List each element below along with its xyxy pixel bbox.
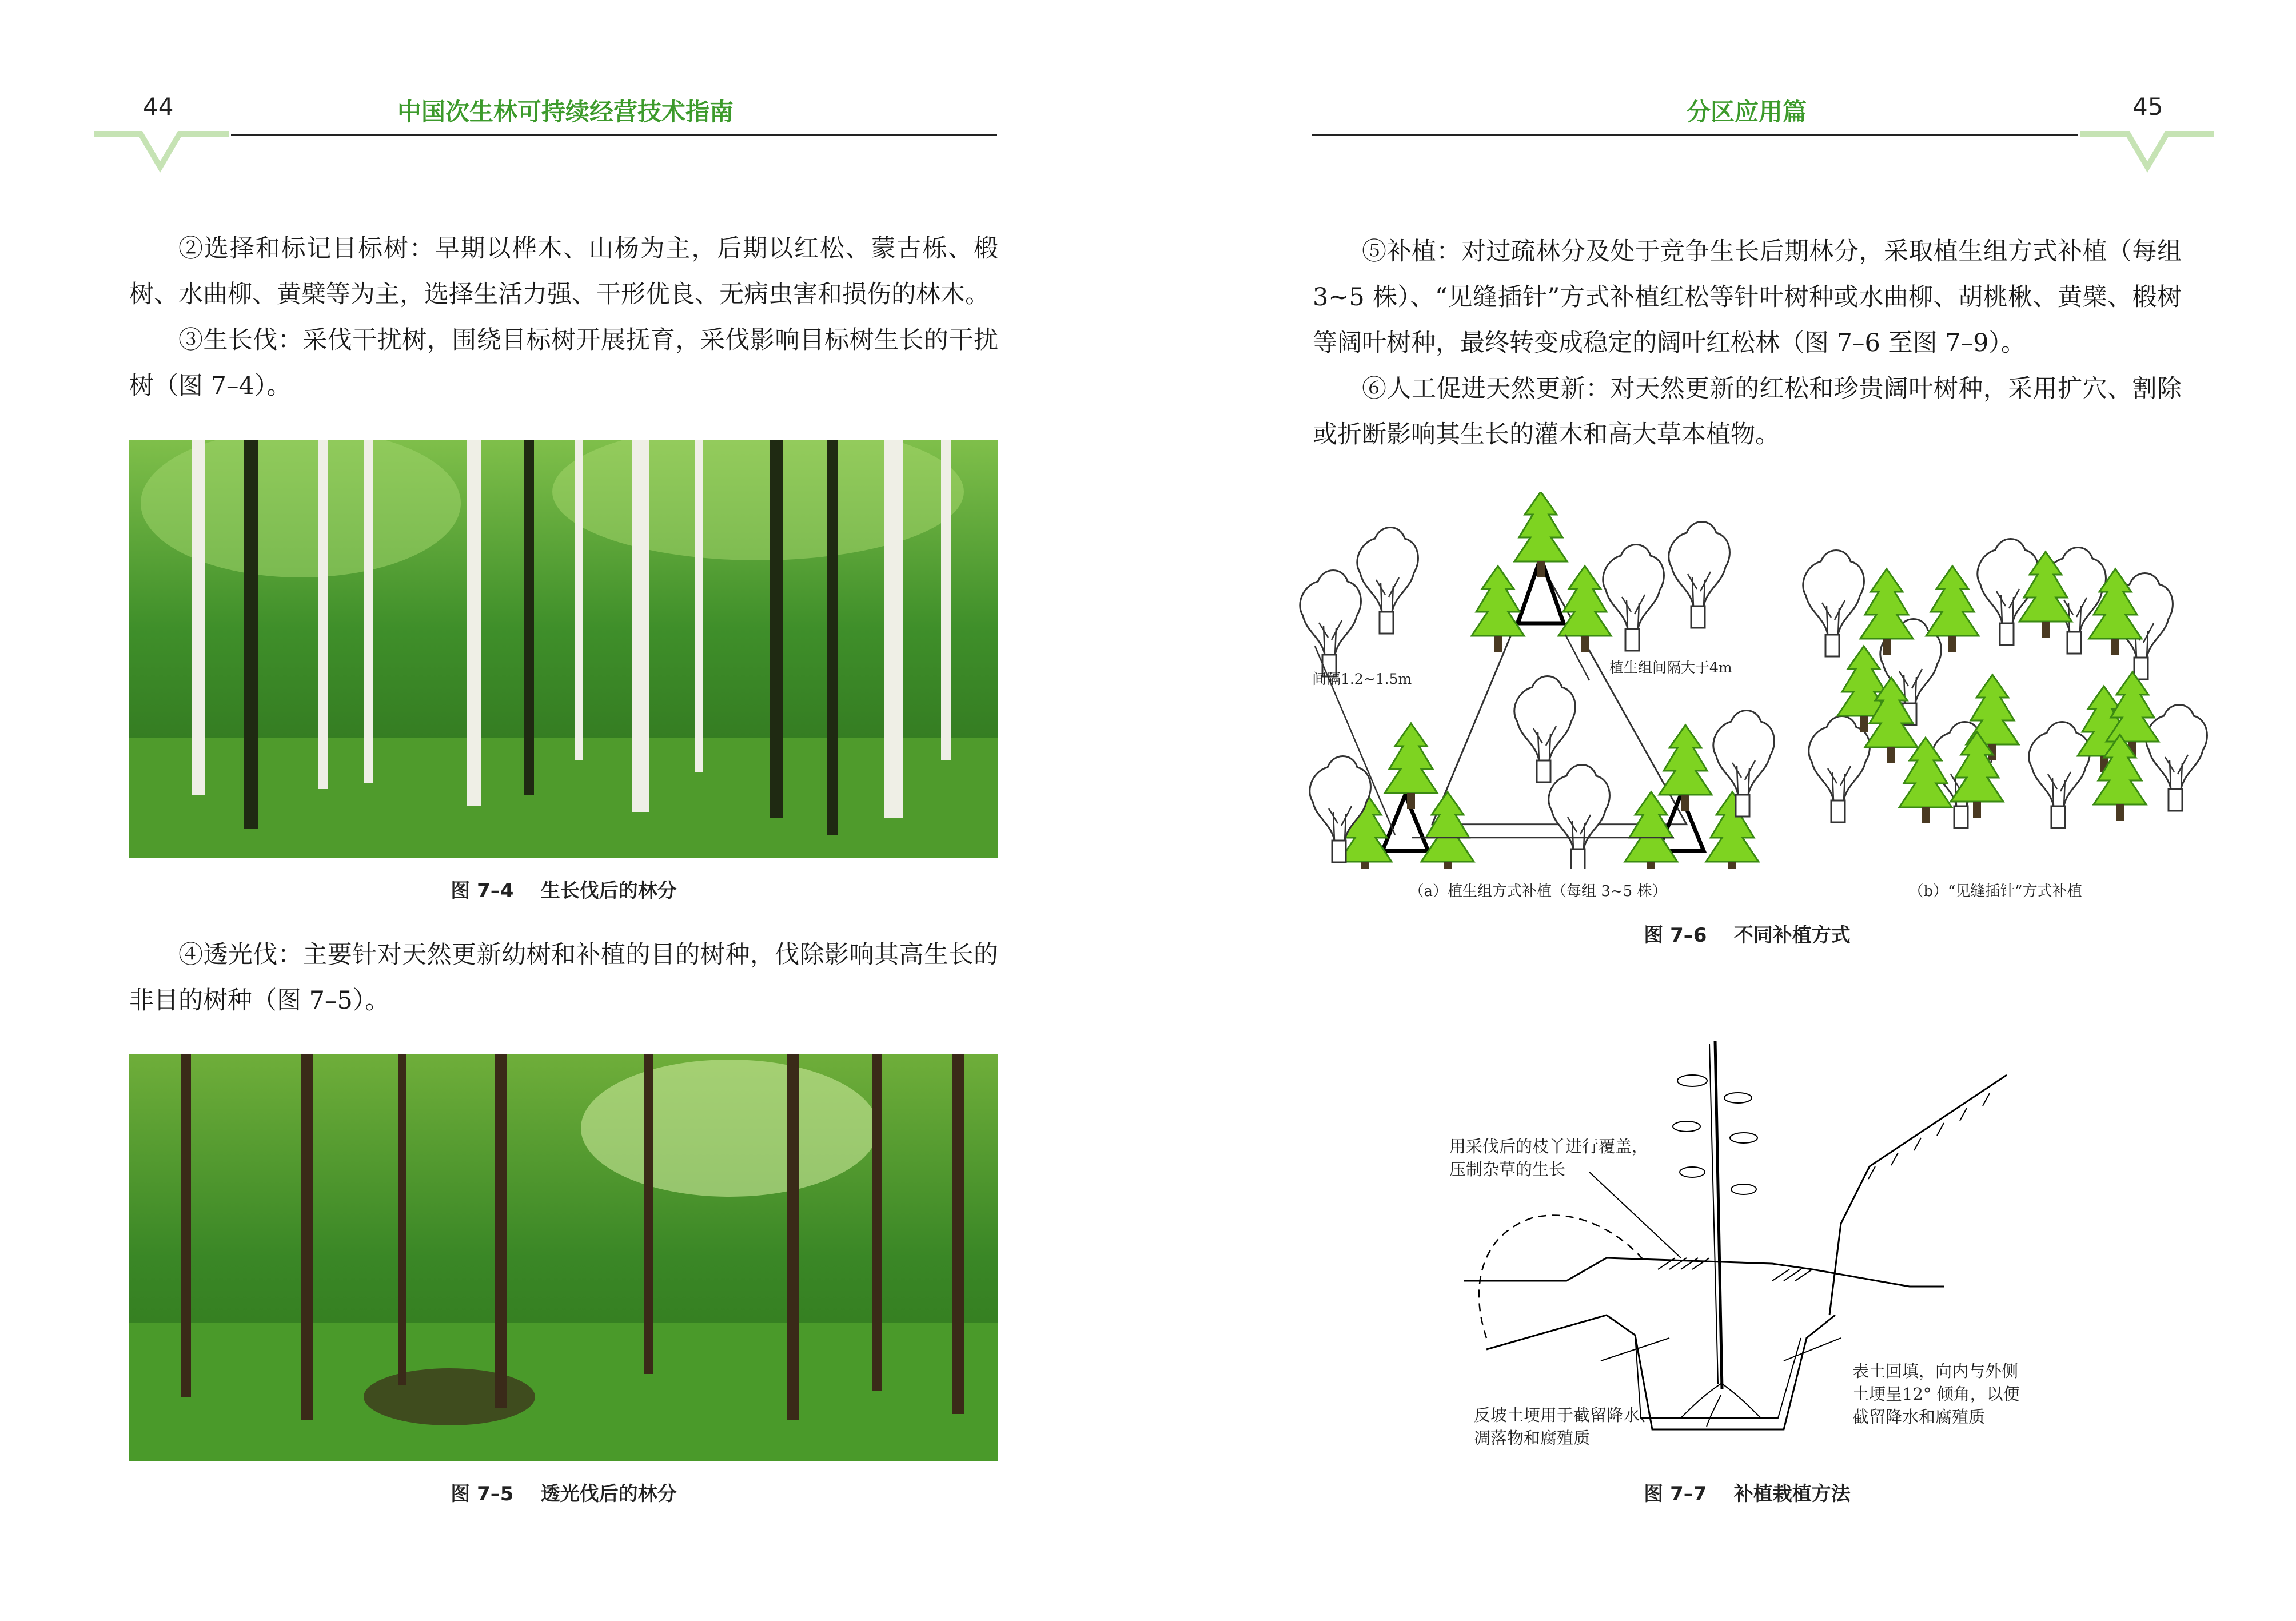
label-backfill <box>1852 1360 2020 1428</box>
figure-7-6-subcaption-b: （b）“见缝插针”方式补植 <box>1908 883 2082 900</box>
label-ridge-line1: 反坡土埂用于截留降水、 <box>1474 1405 1657 1425</box>
label-backfill-line1: 表土回填，向内与外侧 <box>1852 1361 2019 1381</box>
label-backfill-line3: 截留降水和腐殖质 <box>1852 1407 1986 1427</box>
label-mulch-line2: 压制杂草的生长 <box>1449 1160 1566 1179</box>
label-ridge <box>1474 1404 1656 1449</box>
header-rule-right <box>1312 134 2078 136</box>
running-head-left: 中国次生林可持续经营技术指南 <box>397 98 734 126</box>
label-backfill-line2: 土埂呈12° 倾角，以便 <box>1852 1384 2020 1404</box>
photo-forest-after-thinning <box>129 440 998 858</box>
figure-7-4-caption: 图 7–4 生长伐后的林分 <box>451 879 677 902</box>
paragraph: ②选择和标记目标树：早期以桦木、山杨为主，后期以红松、蒙古栎、椴树、水曲柳、黄檗等为主，选择生活力强、干形优良、无病虫害和损伤的林木。 <box>129 234 998 309</box>
header-rule-left <box>231 134 997 136</box>
figure-7-7-caption: 图 7–7 补植栽植方法 <box>1644 1483 1851 1506</box>
label-group-spacing: 植生组间隔大于4m <box>1609 659 1732 676</box>
figure-7-6-caption: 图 7–6 不同补植方式 <box>1644 924 1851 947</box>
running-head-right: 分区应用篇 <box>1687 98 1807 126</box>
label-mulch-line1: 用采伐后的枝丫进行覆盖， <box>1449 1137 1649 1156</box>
photo-forest-after-release-cutting <box>129 1054 998 1461</box>
paragraph: ⑤补植：对过疏林分及处于竞争生长后期林分，采取植生组方式补植（每组 3~5 株）、“见缝插针”方式补植红松等针叶树种或水曲柳、胡桃楸、黄檗、椴树等阔叶树种，最终转变成稳定的阔叶红松林（图 7–6 至图 7–9）。 <box>1313 237 2182 357</box>
paragraph: ③生长伐：采伐干扰树，围绕目标树开展抚育，采伐影响目标树生长的干扰树（图 7–4）。 <box>129 326 998 400</box>
label-ridge-line2: 凋落物和腐殖质 <box>1474 1428 1591 1448</box>
figure-7-5-caption: 图 7–5 透光伐后的林分 <box>451 1483 677 1506</box>
figure-7-6-diagram <box>1292 492 2230 869</box>
figure-7-6-subcaption-a: （a）植生组方式补植（每组 3~5 株） <box>1409 883 1667 900</box>
header-ornament-right <box>2068 114 2217 194</box>
left-body-top <box>129 226 998 409</box>
left-body-middle <box>129 932 998 1023</box>
paragraph: ④透光伐：主要针对天然更新幼树和补植的目的树种，伐除影响其高生长的非目的树种（图 7–5）。 <box>129 941 998 1015</box>
page-number-left: 44 <box>143 93 174 121</box>
page-number-right: 45 <box>2132 93 2163 121</box>
header-ornament-left <box>91 114 240 194</box>
label-mulch <box>1449 1135 1648 1181</box>
paragraph: ⑥人工促进天然更新：对天然更新的红松和珍贵阔叶树种，采用扩穴、割除或折断影响其生长的灌木和高大草本植物。 <box>1313 375 2182 449</box>
label-spacing: 间隔1.2~1.5m <box>1312 671 1412 687</box>
right-body <box>1313 229 2182 457</box>
